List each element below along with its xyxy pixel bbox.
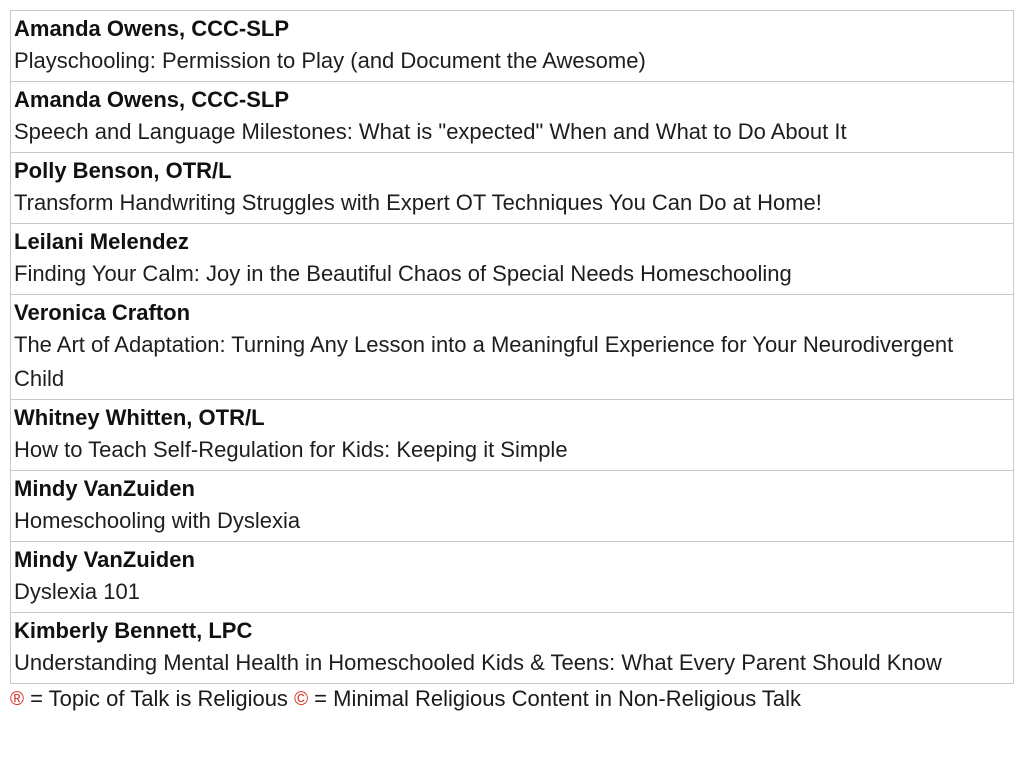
table-row [11,153,1014,224]
speaker-name: Kimberly Bennett, LPC [14,618,253,643]
table-row [11,11,1014,82]
session-title: Transform Handwriting Struggles with Expert OT Techniques You Can Do at Home! [14,190,822,215]
session-title: The Art of Adaptation: Turning Any Lesson into a Meaningful Experience for Your Neurodivergent Child [14,332,954,391]
session-title: Speech and Language Milestones: What is "expected" When and What to Do About It [14,119,847,144]
session-title: How to Teach Self-Regulation for Kids: Keeping it Simple [14,437,568,462]
table-row [11,471,1014,542]
session-cell [11,11,1014,82]
speaker-name: Mindy VanZuiden [14,547,195,572]
legend-minimal-text: = Minimal Religious Content in Non-Religious Talk [308,686,802,711]
speaker-name: Leilani Melendez [14,229,189,254]
speaker-name: Mindy VanZuiden [14,476,195,501]
session-list-page [10,10,1014,715]
session-cell [11,153,1014,224]
table-row [11,224,1014,295]
speaker-name: Veronica Crafton [14,300,191,325]
session-cell [11,82,1014,153]
session-title: Playschooling: Permission to Play (and Document the Awesome) [14,48,646,73]
registered-symbol-icon: ® [10,689,24,710]
table-row [11,613,1014,684]
legend [10,684,1014,715]
session-cell [11,400,1014,471]
session-cell [11,224,1014,295]
session-title: Homeschooling with Dyslexia [14,508,301,533]
session-cell [11,542,1014,613]
legend-religious-text: = Topic of Talk is Religious [24,686,295,711]
speaker-name: Whitney Whitten, OTR/L [14,405,265,430]
session-title: Dyslexia 101 [14,579,140,604]
table-row [11,400,1014,471]
copyright-symbol-icon: © [294,689,309,710]
speaker-name: Polly Benson, OTR/L [14,158,232,183]
session-title: Finding Your Calm: Joy in the Beautiful Chaos of Special Needs Homeschooling [14,261,792,286]
table-row [11,82,1014,153]
table-row [11,295,1014,400]
session-table [10,10,1014,684]
speaker-name: Amanda Owens, CCC-SLP [14,87,290,112]
session-cell [11,613,1014,684]
session-title: Understanding Mental Health in Homeschooled Kids & Teens: What Every Parent Should Know [14,650,942,675]
session-cell [11,471,1014,542]
table-row [11,542,1014,613]
speaker-name: Amanda Owens, CCC-SLP [14,16,290,41]
session-cell [11,295,1014,400]
